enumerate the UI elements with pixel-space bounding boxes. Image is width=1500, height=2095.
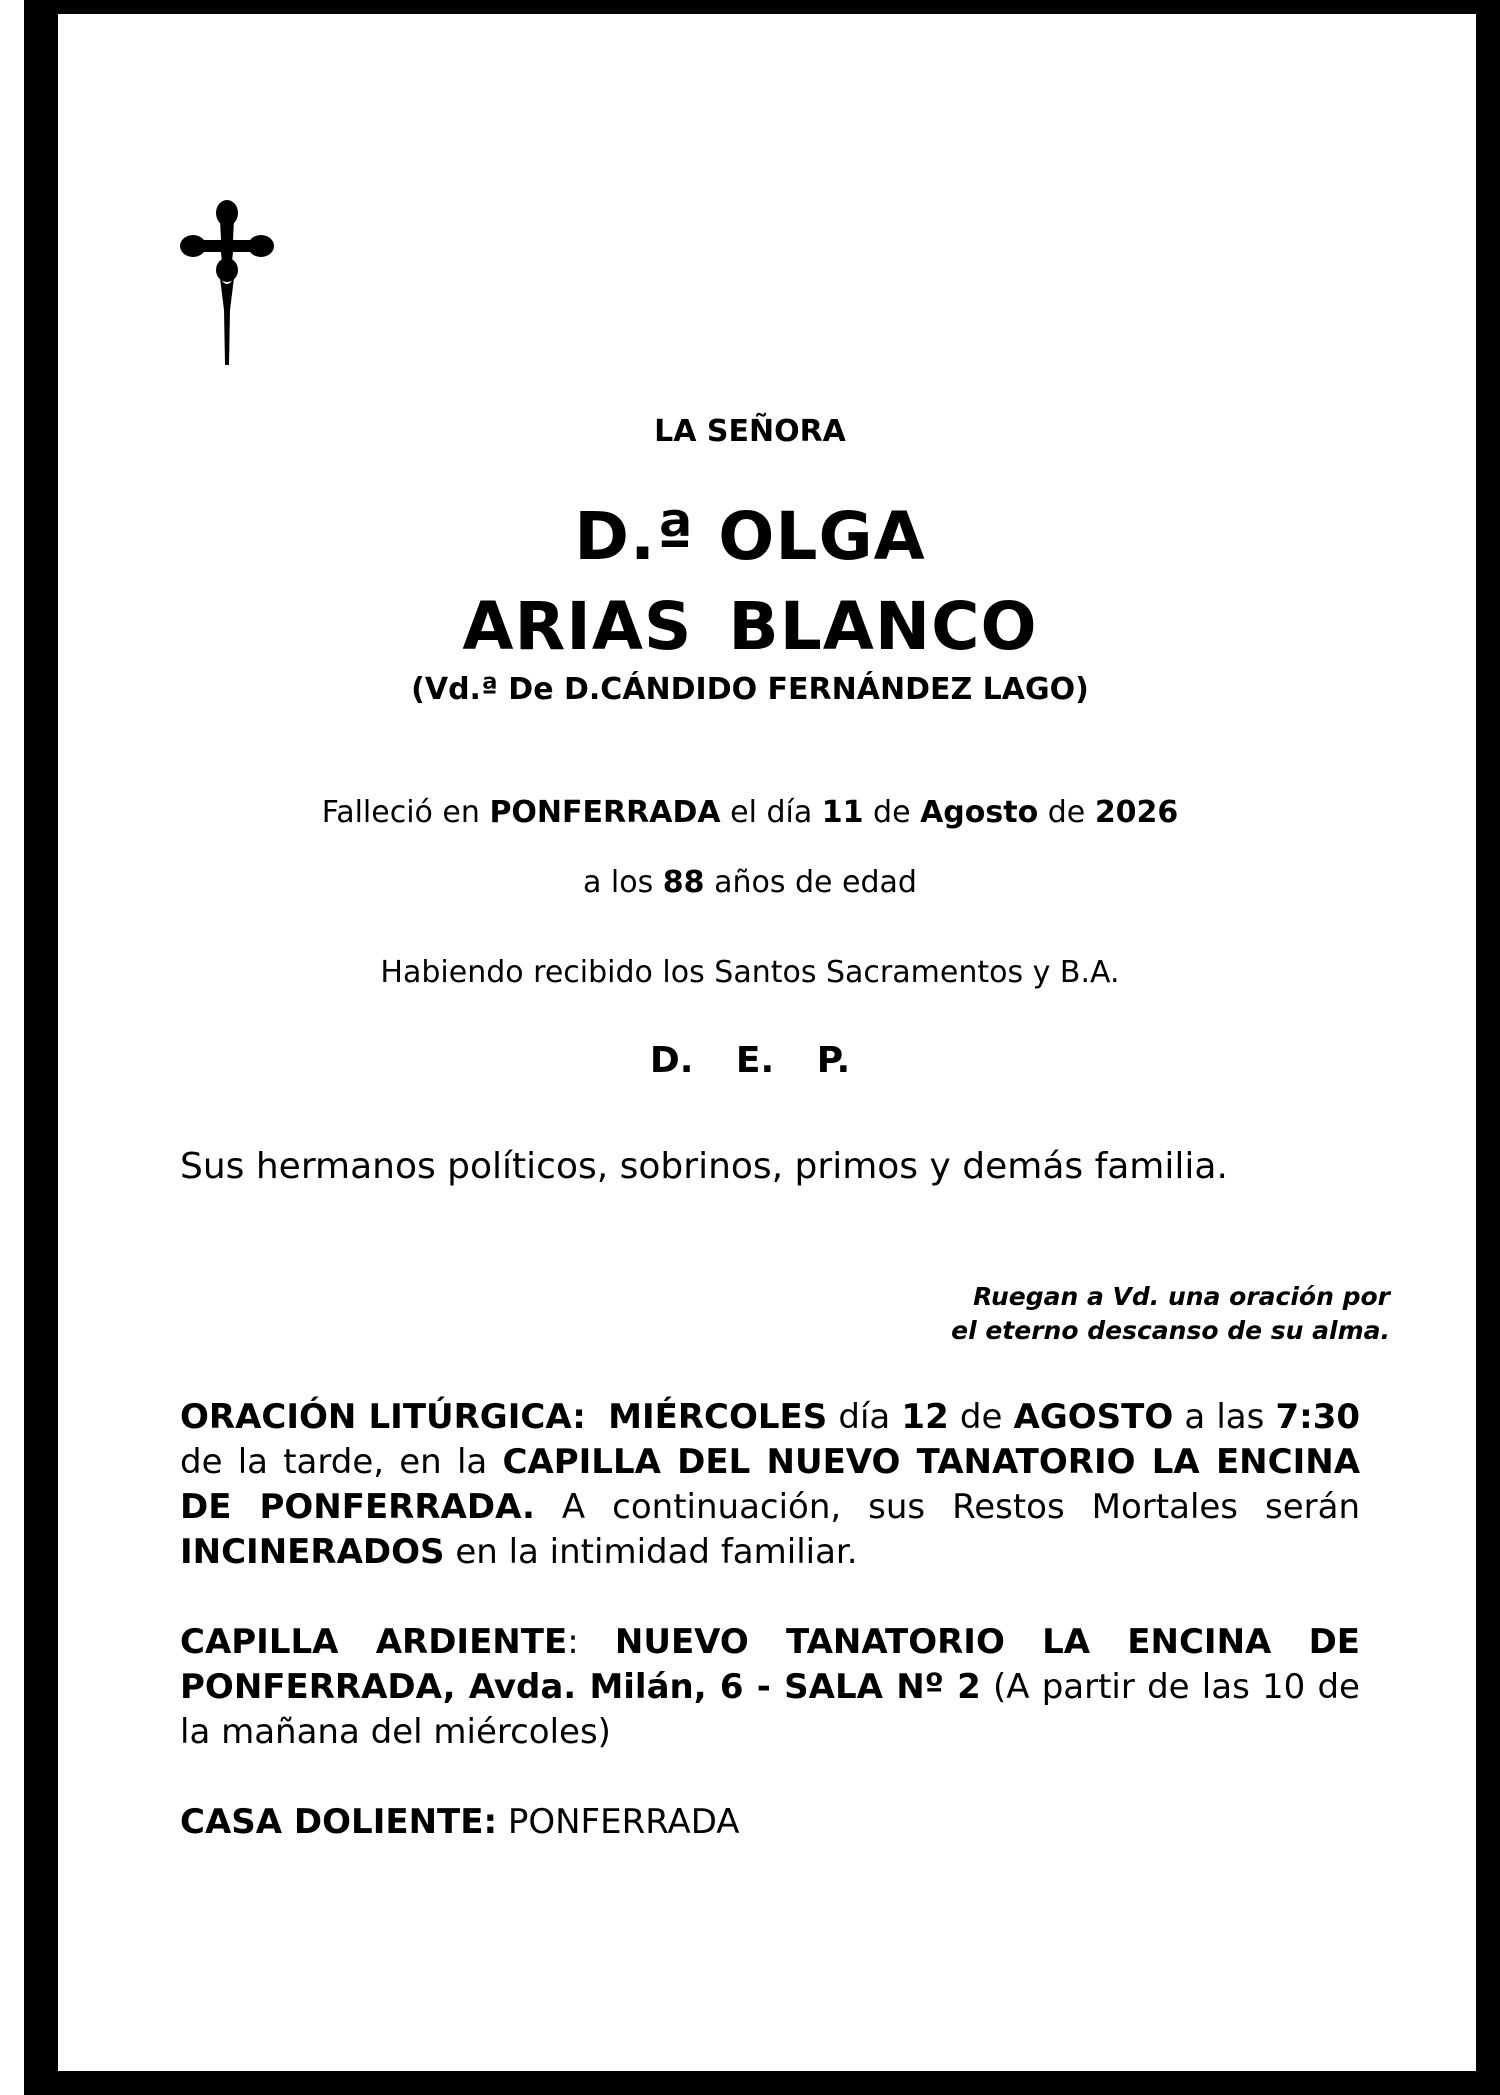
- title-label: LA SEÑORA: [654, 414, 846, 449]
- deceased-name-surnames: ARIAS BLANCO: [462, 588, 1038, 665]
- funeral-chapel-paragraph: [180, 1620, 1360, 1755]
- casa-label: CASA DOLIENTE:: [180, 1802, 498, 1842]
- oracion-day: 12: [901, 1397, 949, 1437]
- capilla-note: (A partir de las 10 de la mañana del miércoles): [180, 1667, 1360, 1752]
- mourning-house-paragraph: [180, 1800, 1360, 1845]
- oracion-text-3: a las: [1184, 1397, 1265, 1437]
- death-announcement: [0, 795, 1500, 830]
- age-suffix: años de edad: [714, 865, 917, 900]
- death-city: PONFERRADA: [489, 795, 721, 830]
- casa-value: PONFERRADA: [507, 1802, 740, 1842]
- capilla-colon: :: [567, 1622, 579, 1662]
- death-day: 11: [821, 795, 864, 830]
- oracion-time: 7:30: [1275, 1397, 1361, 1437]
- oracion-text-4: de la tarde, en la: [180, 1442, 488, 1482]
- santiago-cross-icon: [180, 200, 274, 365]
- death-mid2: de: [873, 795, 911, 830]
- oracion-text-2: de: [959, 1397, 1003, 1437]
- widow-of-line: (Vd.ª De D.CÁNDIDO FERNÁNDEZ LAGO): [411, 672, 1089, 707]
- death-prefix: Falleció en: [321, 795, 480, 830]
- dep-initials: D. E. P.: [649, 1040, 851, 1081]
- deceased-name-first: D.ª OLGA: [574, 498, 926, 575]
- oracion-incinerados: INCINERADOS: [180, 1532, 445, 1572]
- prayer-request: [951, 1280, 1390, 1348]
- death-month: Agosto: [920, 795, 1039, 830]
- capilla-place: NUEVO TANATORIO LA ENCINA DE PONFERRADA, Avda. Milán, 6 - SALA Nº 2: [180, 1622, 1361, 1707]
- age-line: [0, 865, 1500, 900]
- prayer-line-2: el eterno descanso de su alma.: [951, 1316, 1390, 1345]
- oracion-weekday: MIÉRCOLES: [608, 1397, 828, 1437]
- oracion-label: ORACIÓN LITÚRGICA:: [180, 1397, 586, 1437]
- death-year: 2026: [1094, 795, 1179, 830]
- age-years: 88: [662, 865, 705, 900]
- oracion-text-1: día: [838, 1397, 891, 1437]
- age-prefix: a los: [583, 865, 654, 900]
- prayer-line-1: Ruegan a Vd. una oración por: [973, 1282, 1390, 1311]
- oracion-month: AGOSTO: [1013, 1397, 1174, 1437]
- death-mid3: de: [1047, 795, 1086, 830]
- sacraments-line: Habiendo recibido los Santos Sacramentos y B.A.: [380, 955, 1120, 990]
- family-line: Sus hermanos políticos, sobrinos, primos y demás familia.: [180, 1146, 1228, 1187]
- capilla-label: CAPILLA ARDIENTE: [180, 1622, 568, 1662]
- oracion-place: CAPILLA DEL NUEVO TANATORIO LA ENCINA DE PONFERRADA.: [180, 1442, 1361, 1527]
- oracion-text-5: A continuación, sus Restos Mortales serán: [561, 1487, 1360, 1527]
- death-mid1: el día: [730, 795, 813, 830]
- oracion-text-6: en la intimidad familiar.: [455, 1532, 858, 1572]
- liturgical-prayer-paragraph: [180, 1395, 1360, 1575]
